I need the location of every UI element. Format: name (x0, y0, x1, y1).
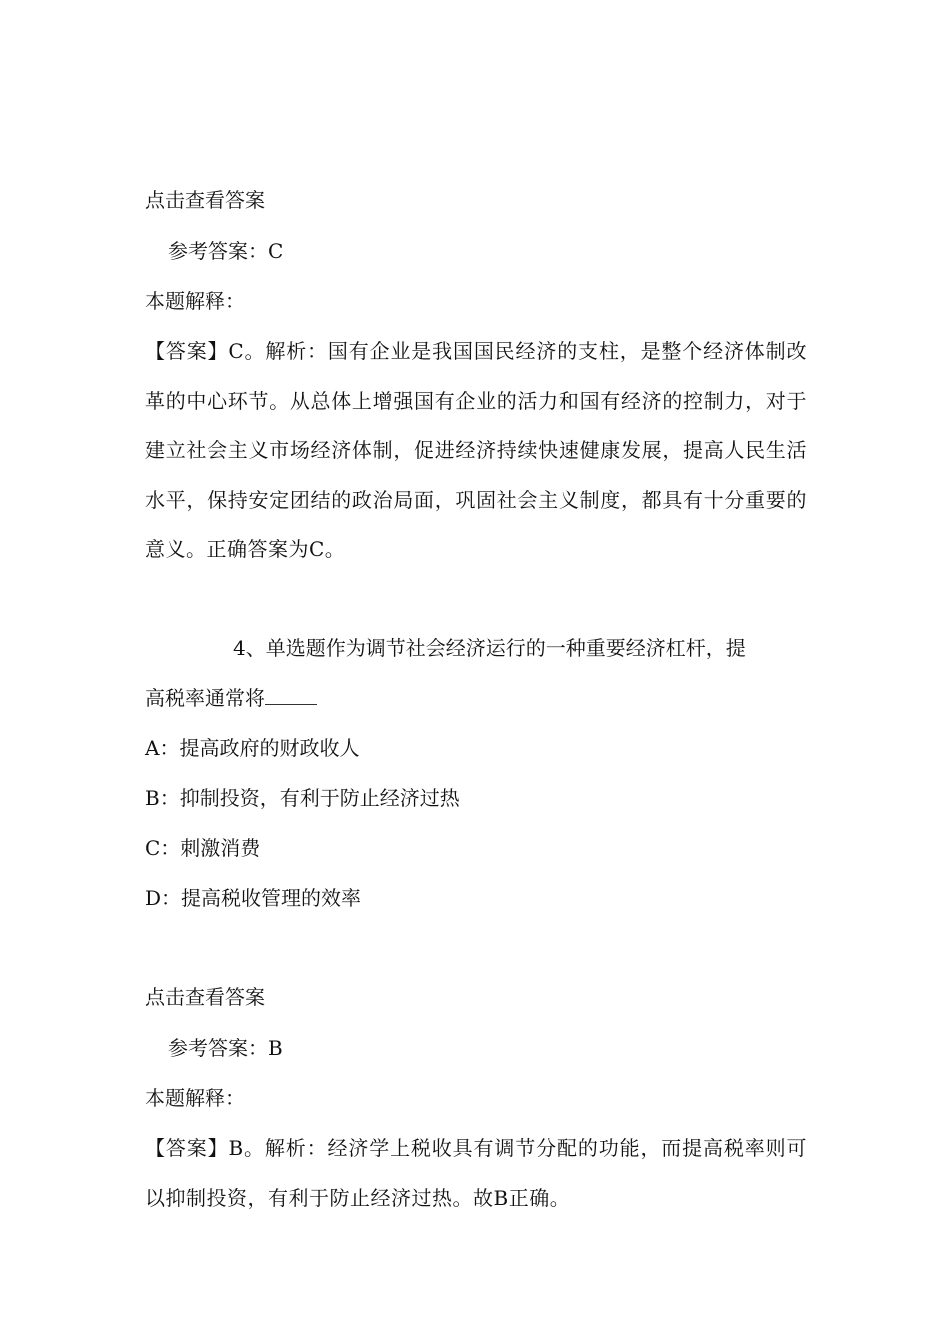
reference-answer: 参考答案：C (168, 239, 284, 263)
explanation-label: 本题解释： (145, 1086, 245, 1110)
reference-answer: 参考答案：B (168, 1036, 283, 1060)
explanation-text: 【答案】B。解析：经济学上税收具有调节分配的功能，而提高税率则可以抑制投资，有利于防止经济过热。故B正确。 (145, 1136, 807, 1210)
view-answer-link[interactable]: 点击查看答案 (145, 188, 265, 212)
question-text-line2-content: 高税率通常将 (145, 686, 265, 710)
question-text-line1: 4、单选题作为调节社会经济运行的一种重要经济杠杆，提 (233, 636, 746, 660)
question-text-line2 (145, 684, 807, 712)
explanation-text: 【答案】C。解析：国有企业是我国国民经济的支柱，是整个经济体制改革的中心环节。从总体上增强国有企业的活力和国有经济的控制力，对于建立社会主义市场经济体制，促进经济持续快速健康发展，提高人民生活水平，保持安定团结的政治局面，巩固社会主义制度，都具有十分重要的意义。正确答案为C。 (145, 339, 807, 561)
option-d[interactable]: D：提高税收管理的效率 (145, 886, 362, 910)
explanation-label: 本题解释： (145, 289, 245, 313)
answer-blank (265, 686, 317, 705)
option-b[interactable]: B：抑制投资，有利于防止经济过热 (145, 786, 460, 810)
option-a[interactable]: A：提高政府的财政收人 (145, 736, 360, 760)
option-c[interactable]: C：刺激消费 (145, 836, 261, 860)
view-answer-link[interactable]: 点击查看答案 (145, 985, 265, 1009)
